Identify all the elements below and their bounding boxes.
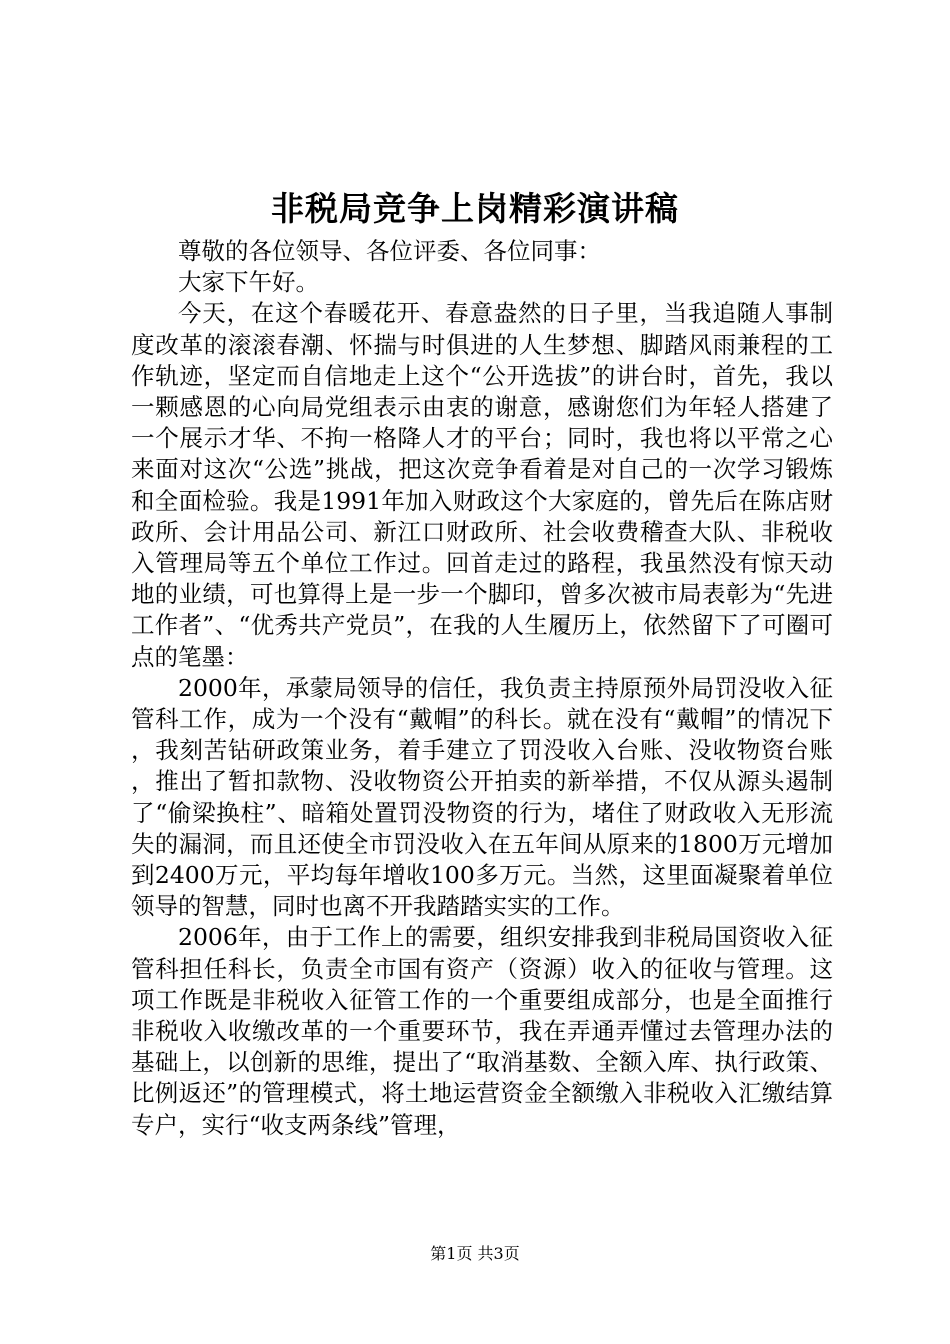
body-paragraph-3: 2006年，由于工作上的需要，组织安排我到非税局国资收入征管科担任科长，负责全市国有资产（资源）收入的征收与管理。这项工作既是非税收入征管工作的一个重要组成部分，也是全面推行非税收入收缴改革的一个重要环节，我在弄通弄懂过去管理办法的基础上，以创新的思维，提出了“取消基数、全额入库、执行政策、比例返还”的管理模式，将土地运营资金全额缴入非税收入汇缴结算专户，实行“收支两条线”管理， [131,923,833,1139]
body-paragraph-1: 今天，在这个春暖花开、春意盎然的日子里，当我追随人事制度改革的滚滚春潮、怀揣与时俱进的人生梦想、脚踏风雨兼程的工作轨迹，坚定而自信地走上这个“公开选拔”的讲台时，首先，我以一颗感恩的心向局党组表示由衷的谢意，感谢您们为年轻人搭建了一个展示才华、不拘一格降人才的平台；同时，我也将以平常之心来面对这次“公选”挑战，把这次竞争看着是对自己的一次学习锻炼和全面检验。我是1991年加入财政这个大家庭的，曾先后在陈店财政所、会计用品公司、新江口财政所、社会收费稽查大队、非税收入管理局等五个单位工作过。回首走过的路程，我虽然没有惊天动地的业绩，可也算得上是一步一个脚印，曾多次被市局表彰为“先进工作者”、“优秀共产党员”，在我的人生履历上，依然留下了可圈可点的笔墨： [131,299,833,671]
salutation-paragraph: 尊敬的各位领导、各位评委、各位同事： [178,237,601,265]
document-title: 非税局竞争上岗精彩演讲稿 [271,189,679,228]
page-number-footer: 第1页 共3页 [430,1244,520,1263]
greeting-paragraph: 大家下午好。 [178,268,319,297]
body-paragraph-2: 2000年，承蒙局领导的信任，我负责主持原预外局罚没收入征管科工作，成为一个没有“戴帽”的科长。就在没有“戴帽”的情况下，我刻苦钻研政策业务，着手建立了罚没收入台账、没收物资台账，推出了暂扣款物、没收物资公开拍卖的新举措，不仅从源头遏制了“偷梁换柱”、暗箱处置罚没物资的行为，堵住了财政收入无形流失的漏洞，而且还使全市罚没收入在五年间从原来的1800万元增加到2400万元，平均每年增收100多万元。当然，这里面凝聚着单位领导的智慧，同时也离不开我踏踏实实的工作。 [131,673,833,921]
document-body [131,236,833,1141]
